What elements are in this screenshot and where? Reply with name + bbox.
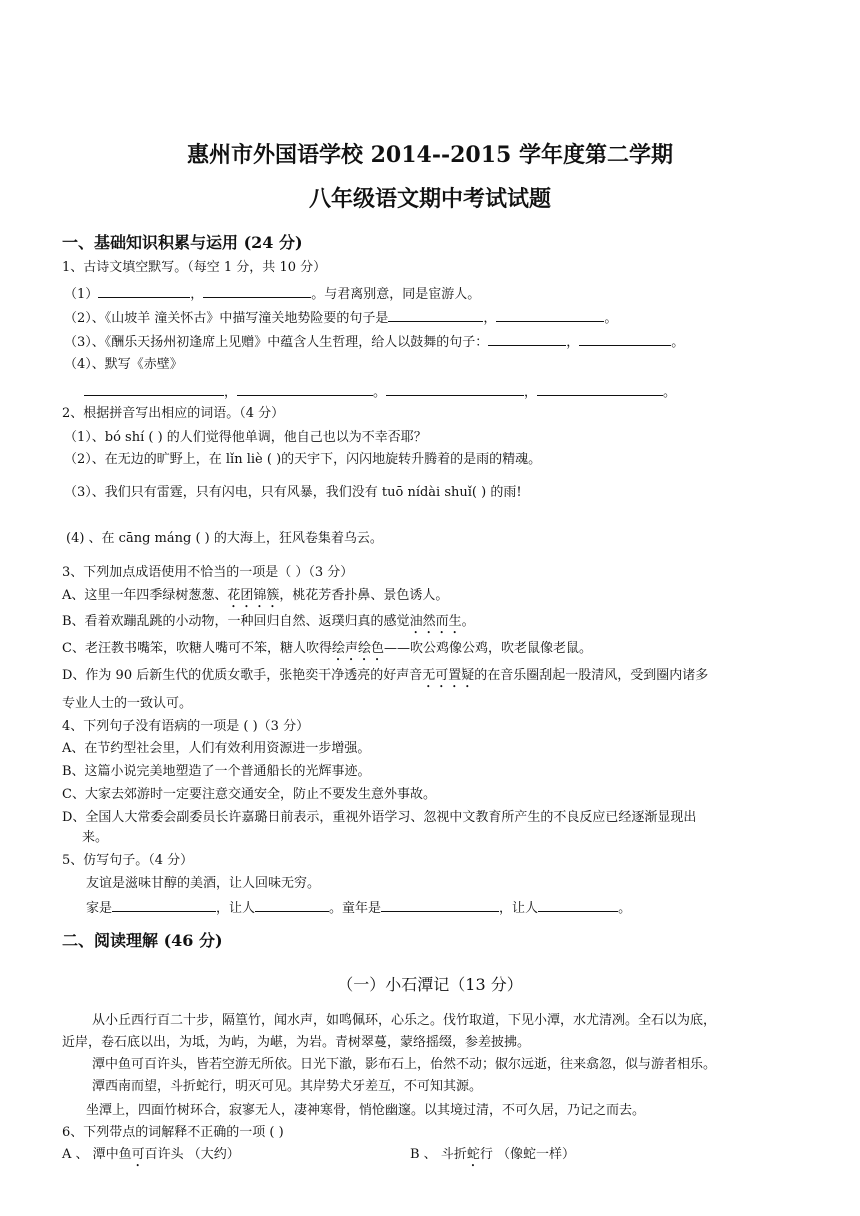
question-3-stem: 3、下列加点成语使用不恰当的一项是（ ）（3 分） <box>62 565 354 580</box>
answer-blank[interactable] <box>255 899 329 912</box>
exam-title-line2: 八年级语文期中考试试题 <box>308 186 551 212</box>
prompt-text: ，让人 <box>216 901 256 916</box>
question-3-option-b <box>62 614 475 637</box>
dotted-word: 可 <box>131 1147 145 1162</box>
dotted-idiom: 绘声绘色 <box>331 641 384 656</box>
option-text: 。 <box>461 614 475 629</box>
question-2-stem: 2、根据拼音写出相应的词语。（4 分） <box>62 406 285 421</box>
dotted-idiom: 无可置疑 <box>422 668 475 683</box>
passage-title: （一）小石潭记（13 分） <box>337 975 523 994</box>
question-4-stem: 4、下列句子没有语病的一项是 ( )（3 分） <box>62 719 310 734</box>
question-1-line-4: （4）、默写《赤壁》 <box>64 357 183 372</box>
answer-blank[interactable] <box>388 309 483 322</box>
prompt-text: ，让人 <box>499 901 539 916</box>
prompt-text: 家是 <box>86 901 113 916</box>
question-1-line-3: （3）、《酬乐天扬州初逢席上见赠》中蕴含人生哲理，给人以鼓舞的句子： ， 。 <box>64 335 685 350</box>
option-text: 行 （像蛇一样） <box>479 1147 575 1162</box>
answer-blank[interactable] <box>381 899 499 912</box>
question-4-option-c: C、大家去郊游时一定要注意交通安全，防止不要发生意外事故。 <box>62 787 436 802</box>
option-text: ——吹公鸡像公鸡，吹老鼠像老鼠。 <box>383 641 592 656</box>
question-2-line-2: （2）、在无边的旷野上，在 lǐn liè ( )的天宇下，闪闪地旋转升腾着的是雨的精魂。 <box>64 452 542 467</box>
option-text: C、老汪教书嘴笨，吹糖人嘴可不笨，糖人吹得 <box>62 641 332 656</box>
answer-blank[interactable] <box>579 333 671 346</box>
option-text: A 、 潭中鱼 <box>62 1147 132 1162</box>
answer-blank[interactable] <box>203 285 311 298</box>
question-6-stem: 6、下列带点的词解释不正确的一项 ( ) <box>62 1125 284 1140</box>
answer-blank[interactable] <box>237 383 373 396</box>
question-1-stem: 1、古诗文填空默写。（每空 1 分，共 10 分） <box>62 260 327 275</box>
prompt-text: 。童年是 <box>329 901 382 916</box>
answer-blank[interactable] <box>98 285 190 298</box>
option-text: D、作为 90 后新生代的优质女歌手，张艳奕干净透亮的好声音 <box>62 668 423 683</box>
answer-blank[interactable] <box>112 899 216 912</box>
answer-blank[interactable] <box>537 383 663 396</box>
option-text: B、看着欢蹦乱跳的小动物，一种回归自然、返璞归真的感觉 <box>62 614 410 629</box>
question-3-option-c <box>62 641 592 664</box>
option-text: 的在音乐圈刮起一股清风，受到圈内诸多 <box>474 668 709 683</box>
dotted-word: 蛇 <box>466 1147 480 1162</box>
question-1-line-2: （2）、《山坡羊 潼关怀古》中描写潼关地势险要的句子是 ， 。 <box>64 311 618 326</box>
prompt-text: 。 <box>618 901 632 916</box>
option-text: B 、 斗折 <box>410 1147 467 1162</box>
question-3-option-d-cont: 专业人士的一致认可。 <box>62 696 193 711</box>
passage-paragraph-4: 坐潭上，四面竹树环合，寂寥无人，凄神寒骨，悄怆幽邃。以其境过清，不可久居，乃记之而去。 <box>86 1103 646 1118</box>
exam-title-line1: 惠州市外国语学校 2014--2015 学年度第二学期 <box>186 142 674 168</box>
question-1-line-1: （1） ， 。与君离别意，同是宦游人。 <box>64 287 481 302</box>
question-5-example: 友谊是滋味甘醇的美酒，让人回味无穷。 <box>86 876 321 891</box>
passage-paragraph-2: 潭中鱼可百许头，皆若空游无所依。日光下澈，影布石上，佁然不动；俶尔远逝，往来翕忽，似与游者相乐。 <box>92 1057 717 1072</box>
section-heading-basic-knowledge: 一、基础知识积累与运用 (24 分) <box>62 233 303 252</box>
answer-blank[interactable] <box>496 309 604 322</box>
option-text: A、这里一年四季绿树葱葱、 <box>62 588 228 603</box>
question-1-line-4-blanks: ， 。 ， 。 <box>84 383 676 401</box>
question-2-line-1: （1）、bó shí ( ) 的人们觉得他单调，他自己也以为不幸否耶？ <box>64 430 427 445</box>
dotted-idiom: 油然而生 <box>409 614 462 629</box>
answer-blank[interactable] <box>488 333 566 346</box>
q1-l3-prefix: （3）、《酬乐天扬州初逢席上见赠》中蕴含人生哲理，给人以鼓舞的句子： <box>64 335 489 350</box>
passage-paragraph-3: 潭西南而望，斗折蛇行，明灭可见。其岸势犬牙差互，不可知其源。 <box>92 1079 483 1094</box>
question-4-option-d-cont: 来。 <box>82 830 109 845</box>
answer-blank[interactable] <box>84 383 224 396</box>
question-4-option-d: D、全国人大常委会副委员长许嘉璐日前表示，重视外语学习、忽视中文教育所产生的不良反应已经逐渐显现出 <box>62 810 697 825</box>
dotted-idiom: 花团锦簇 <box>227 588 280 603</box>
passage-paragraph-1: 从小丘西行百二十步，隔篁竹，闻水声，如鸣佩环，心乐之。伐竹取道，下见小潭，水尤清冽。全石以为底， <box>92 1013 717 1028</box>
question-5-stem: 5、仿写句子。（4 分） <box>62 853 194 868</box>
question-4-option-a: A、在节约型社会里，人们有效利用资源进一步增强。 <box>62 741 371 756</box>
question-4-option-b: B、这篇小说完美地塑造了一个普通船长的光辉事迹。 <box>62 764 371 779</box>
answer-blank[interactable] <box>538 899 618 912</box>
question-3-option-a <box>62 588 448 611</box>
section-heading-reading: 二、阅读理解 (46 分) <box>62 931 223 950</box>
question-3-option-d <box>62 668 708 691</box>
option-text: 百许头 （大约） <box>144 1147 240 1162</box>
question-5-answer-line <box>86 899 631 917</box>
option-text: ，桃花芳香扑鼻、景色诱人。 <box>279 588 449 603</box>
passage-paragraph-1-cont: 近岸，卷石底以出，为坻，为屿，为嵁，为岩。青树翠蔓，蒙络摇缀，参差披拂。 <box>62 1035 531 1050</box>
question-6-option-a <box>62 1147 240 1170</box>
question-2-line-4: (4) 、在 cāng máng ( ) 的大海上，狂风卷集着乌云。 <box>66 531 383 546</box>
answer-blank[interactable] <box>386 383 524 396</box>
q1-l2-prefix: （2）、《山坡羊 潼关怀古》中描写潼关地势险要的句子是 <box>64 311 389 326</box>
question-2-line-3: （3）、我们只有雷霆，只有闪电，只有风暴，我们没有 tuō nídài shuǐ( ) 的雨! <box>64 485 522 500</box>
q1-l1-suffix: 。与君离别意，同是宦游人。 <box>311 287 481 302</box>
question-6-option-b <box>410 1147 575 1170</box>
q1-l1-prefix: （1） <box>64 287 99 302</box>
